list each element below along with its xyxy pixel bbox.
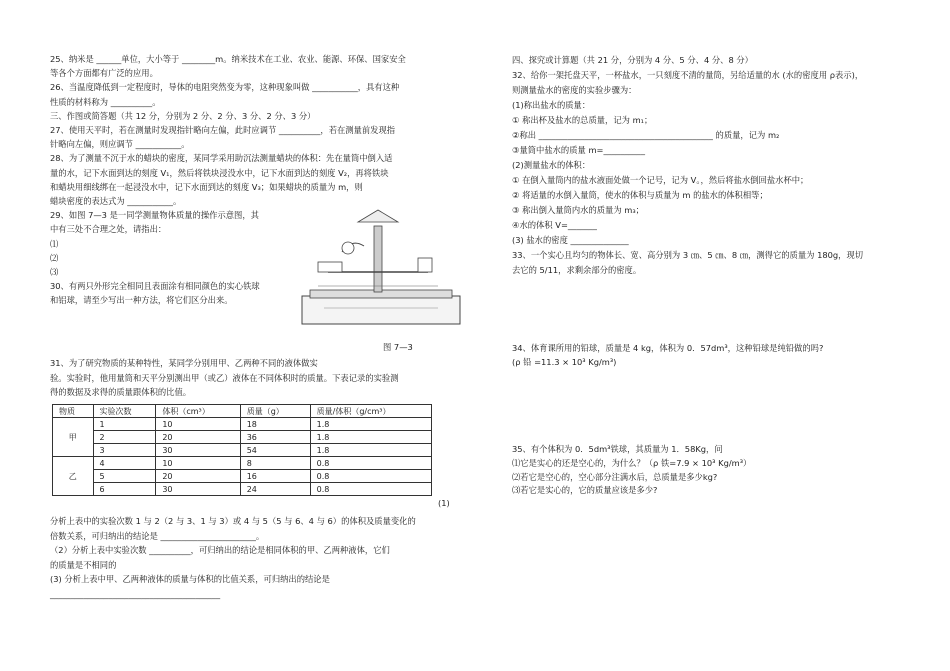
- table-cell: 54: [240, 444, 310, 457]
- table-header-cell: 物质: [53, 405, 94, 418]
- question-text-line: 26、当温度降低到一定程度时，导体的电阻突然变为零，这种现象叫做 ___________，具有这种: [50, 82, 400, 93]
- table-row: [53, 457, 432, 470]
- table-cell: 1.8: [310, 418, 431, 431]
- question-text-line: ③量筒中盐水的质量 m=__________: [512, 145, 645, 155]
- table-cell: 36: [240, 431, 310, 444]
- table-cell: 16: [240, 470, 310, 483]
- question-text-line: (1)称出盐水的质量：: [512, 100, 591, 110]
- question-text-line: 三、作图或简答题（共 12 分，分别为 2 分、2 分、3 分、2 分、3 分）: [50, 110, 316, 121]
- question-text-line: ⑶: [50, 267, 59, 277]
- table-cell: 10: [156, 418, 240, 431]
- table-row: [53, 483, 432, 496]
- substance-cell: 乙: [53, 457, 94, 496]
- q31-answer-line: 的质量是不相同的: [50, 559, 117, 570]
- q35-text-line: ⑶若它是实心的，它的质量应该是多少?: [512, 485, 658, 496]
- question-text-line: 30、有两只外形完全相同且表面涂有相同颜色的实心铁球: [50, 281, 260, 292]
- table-cell: 6: [93, 483, 156, 496]
- substance-cell: 甲: [53, 418, 94, 457]
- table-cell: 4: [93, 457, 156, 470]
- figure-caption: 图 7—3: [383, 342, 413, 352]
- question-text-line: 32、给你一架托盘天平，一杯盐水，一只刻度不清的量筒，另给适量的水 (水的密度用 ρ表示)，: [512, 70, 864, 80]
- question-text-line: ⑴: [50, 238, 59, 249]
- question-text-line: ③ 称出倒入量筒内水的质量为 m₃；: [512, 205, 644, 215]
- question-text-line: 和蜡块用细线绑在一起浸没水中，记下水面到达的刻度 V₃；如果蜡块的质量为 m，则: [50, 181, 363, 192]
- table-cell: 1.8: [310, 431, 431, 444]
- question-text-line: 量的水，记下水面到达的刻度 V₁，然后将铁块浸没水中，记下水面到达的刻度 V₂，再将铁块: [50, 167, 389, 178]
- question-text-line: (3) 盐水的密度 ______________: [512, 235, 629, 245]
- table-cell: 5: [93, 470, 156, 483]
- table-row: [53, 470, 432, 483]
- question-text-line: 和铝球，请至少写出一种方法，将它们区分出来。: [50, 295, 233, 306]
- q34-text-line: (ρ 铅 =11.3 × 10³ Kg/m³): [512, 357, 617, 367]
- balance-figure: [298, 208, 464, 330]
- q35-text-line: 35、有个体积为 0．5dm³铁球，其质量为 1．58Kg，问: [512, 444, 723, 454]
- table-cell: 8: [240, 457, 310, 470]
- q35-text-line: ⑵若它是空心的，空心部分注满水后，总质量是多少kg?: [512, 471, 718, 482]
- question-text-line: ① 在倒入量筒内的盐水液面处做一个记号，记为 V。，然后将盐水倒回盐水杯中；: [512, 175, 809, 185]
- table-cell: 3: [93, 444, 156, 457]
- q31-text-line: 31、为了研究物质的某种特性，某同学分别用甲、乙两种不同的液体做实: [50, 358, 318, 368]
- q31-answer-line: （2）分析上表中实验次数 __________，可归纳出的结论是相同体积的甲、乙两种液体，它们: [50, 545, 390, 556]
- question-text-line: 性质的材料称为 __________。: [50, 96, 161, 107]
- table-header-cell: 质量（g）: [240, 405, 310, 418]
- q34-text-line: 34、体育课所用的铅球，质量是 4 kg，体积为 0．57dm³，这种铅球是纯铅做的吗?: [512, 343, 824, 353]
- table-header-cell: 实验次数: [93, 405, 156, 418]
- table-cell: 30: [156, 444, 240, 457]
- q31-answer-line: (3) 分析上表中甲、乙两种液体的质量与体积的比值关系，可归纳出的结论是: [50, 574, 330, 585]
- table-row: [53, 431, 432, 444]
- question-text-line: 25、纳米是 ______单位，大小等于 ________m。纳米技术在工业、农业、能源、环保、国家安全: [50, 54, 406, 64]
- table-cell: 10: [156, 457, 240, 470]
- table-cell: 1.8: [310, 444, 431, 457]
- question-text-line: 29、如图 7—3 是一同学测量物体质量的操作示意图，其: [50, 210, 259, 221]
- question-text-line: 去它的 5/11，求剩余部分的密度。: [512, 265, 642, 275]
- table-note: (1): [438, 498, 450, 508]
- experiment-table: [52, 404, 432, 496]
- question-text-line: ⑵: [50, 252, 59, 263]
- question-text-line: 33、一个实心且均匀的物体长、宽、高分别为 3 ㎝、5 ㎝、8 ㎝，测得它的质量为 180g，现切: [512, 250, 864, 260]
- table-cell: 30: [156, 483, 240, 496]
- question-text-line: 四、探究或计算题（共 21 分，分别为 4 分、5 分、4 分、8 分）: [512, 55, 753, 65]
- question-text-line: 则测量盐水的密度的实验步骤为：: [512, 85, 637, 95]
- question-text-line: ④水的体积 V=_______: [512, 220, 597, 230]
- q31-text-line: 验。实验时，他用量筒和天平分别测出甲（或乙）液体在不同体积时的质量。下表记录的实验测: [50, 372, 399, 383]
- q35-text-line: ⑴它是实心的还是空心的，为什么？（ρ 铁=7.9 × 10³ Kg/m³）: [512, 457, 752, 468]
- question-text-line: 针略向左偏，则应调节 ___________。: [50, 139, 190, 150]
- right-column: [475, 0, 950, 671]
- q31-answer-line: _________________________________________: [50, 589, 221, 599]
- question-text-line: (2)测量盐水的体积：: [512, 160, 591, 170]
- table-header-cell: 质量/体积（g/cm³）: [310, 405, 431, 418]
- table-cell: 2: [93, 431, 156, 444]
- balance-drawing: [298, 208, 464, 330]
- question-text-line: 中有三处不合理之处，请指出：: [50, 224, 167, 235]
- table-cell: 0.8: [310, 470, 431, 483]
- table-row: [53, 444, 432, 457]
- question-text-line: ① 称出杯及盐水的总质量，记为 m₁；: [512, 115, 653, 125]
- question-text-line: ②称出 __________________________________________ 的质量，记为 m₂: [512, 130, 780, 140]
- q31-answer-line: 分析上表中的实验次数 1 与 2（2 与 3、1 与 3）或 4 与 5（5 与 6、4 与 6）的体积及质量变化的: [50, 516, 416, 526]
- question-text-line: ② 将适量的水倒入量筒，使水的体积与质量为 m 的盐水的体积相等；: [512, 190, 768, 200]
- question-text-line: 27、使用天平时，若在测量时发现指针略向左偏，此时应调节 __________，若在测量前发现指: [50, 125, 396, 135]
- question-text-line: 等各个方面都有广泛的应用。: [50, 68, 158, 79]
- table-cell: 0.8: [310, 457, 431, 470]
- table-cell: 1: [93, 418, 156, 431]
- table-cell: 24: [240, 483, 310, 496]
- table-cell: 18: [240, 418, 310, 431]
- table-cell: 20: [156, 470, 240, 483]
- q31-text-line: 得的数据及求得的质量跟体积的比值。: [50, 387, 192, 397]
- table-cell: 20: [156, 431, 240, 444]
- table-row: [53, 418, 432, 431]
- q31-answer-line: 倍数关系，可归纳出的结论是 _______________________。: [50, 530, 265, 541]
- question-text-line: 蜡块密度的表达式为 ___________。: [50, 196, 182, 206]
- table-cell: 0.8: [310, 483, 431, 496]
- table-header-cell: 体积（cm³）: [156, 405, 240, 418]
- question-text-line: 28、为了测量不沉于水的蜡块的密度，某同学采用助沉法测量蜡块的体积：先在量筒中倒入适: [50, 153, 393, 164]
